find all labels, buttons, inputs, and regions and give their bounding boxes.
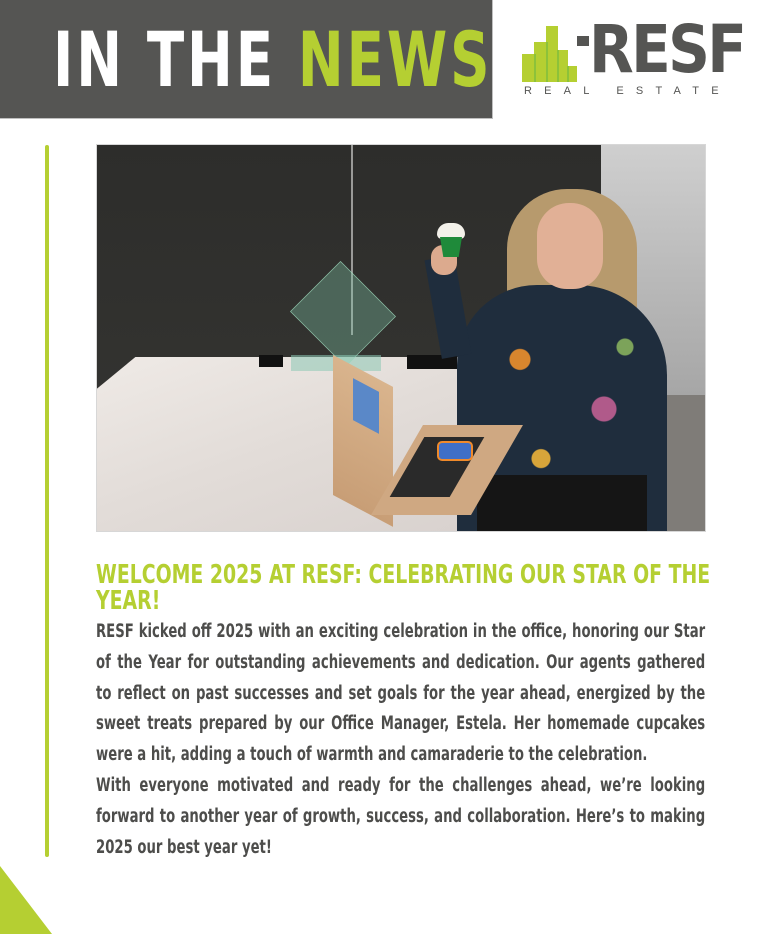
resf-logo — [522, 11, 745, 102]
article — [96, 560, 711, 863]
title-in-the: IN THE — [53, 15, 298, 104]
article-headline: WELCOME 2025 AT RESF: CELEBRATING OUR STAR OF THE YEAR! — [96, 560, 711, 616]
logo-tagline: REAL ESTATE — [524, 85, 731, 97]
cupcake — [437, 223, 465, 257]
header-banner — [0, 0, 493, 119]
page-title — [53, 10, 492, 110]
title-news: NEWS — [297, 15, 493, 104]
article-paragraph-1: RESF kicked off 2025 with an exciting celebration in the office, honoring our Star of the Year for outstanding achievements and dedication. Our agents gathered to reflect on past successes and set goals for the year ahead, energized by the sweet treats prepared by our Office Manager, Estela. Her homemade cupcakes were a hit, adding a touch of warmth and camaraderie to the celebration. — [96, 621, 706, 766]
article-paragraph-2: With everyone motivated and ready for the challenges ahead, we’re looking forward to another year of growth, success, and collaboration. Here’s to making 2025 our best year yet! — [96, 774, 706, 858]
corner-triangle-decoration — [0, 866, 52, 934]
building-bars-icon — [522, 22, 572, 82]
logo-wordmark: RESF — [589, 11, 745, 88]
article-photo — [96, 144, 706, 532]
article-body — [96, 617, 705, 863]
logo-mark — [577, 36, 589, 46]
accent-vertical-line — [45, 145, 49, 857]
